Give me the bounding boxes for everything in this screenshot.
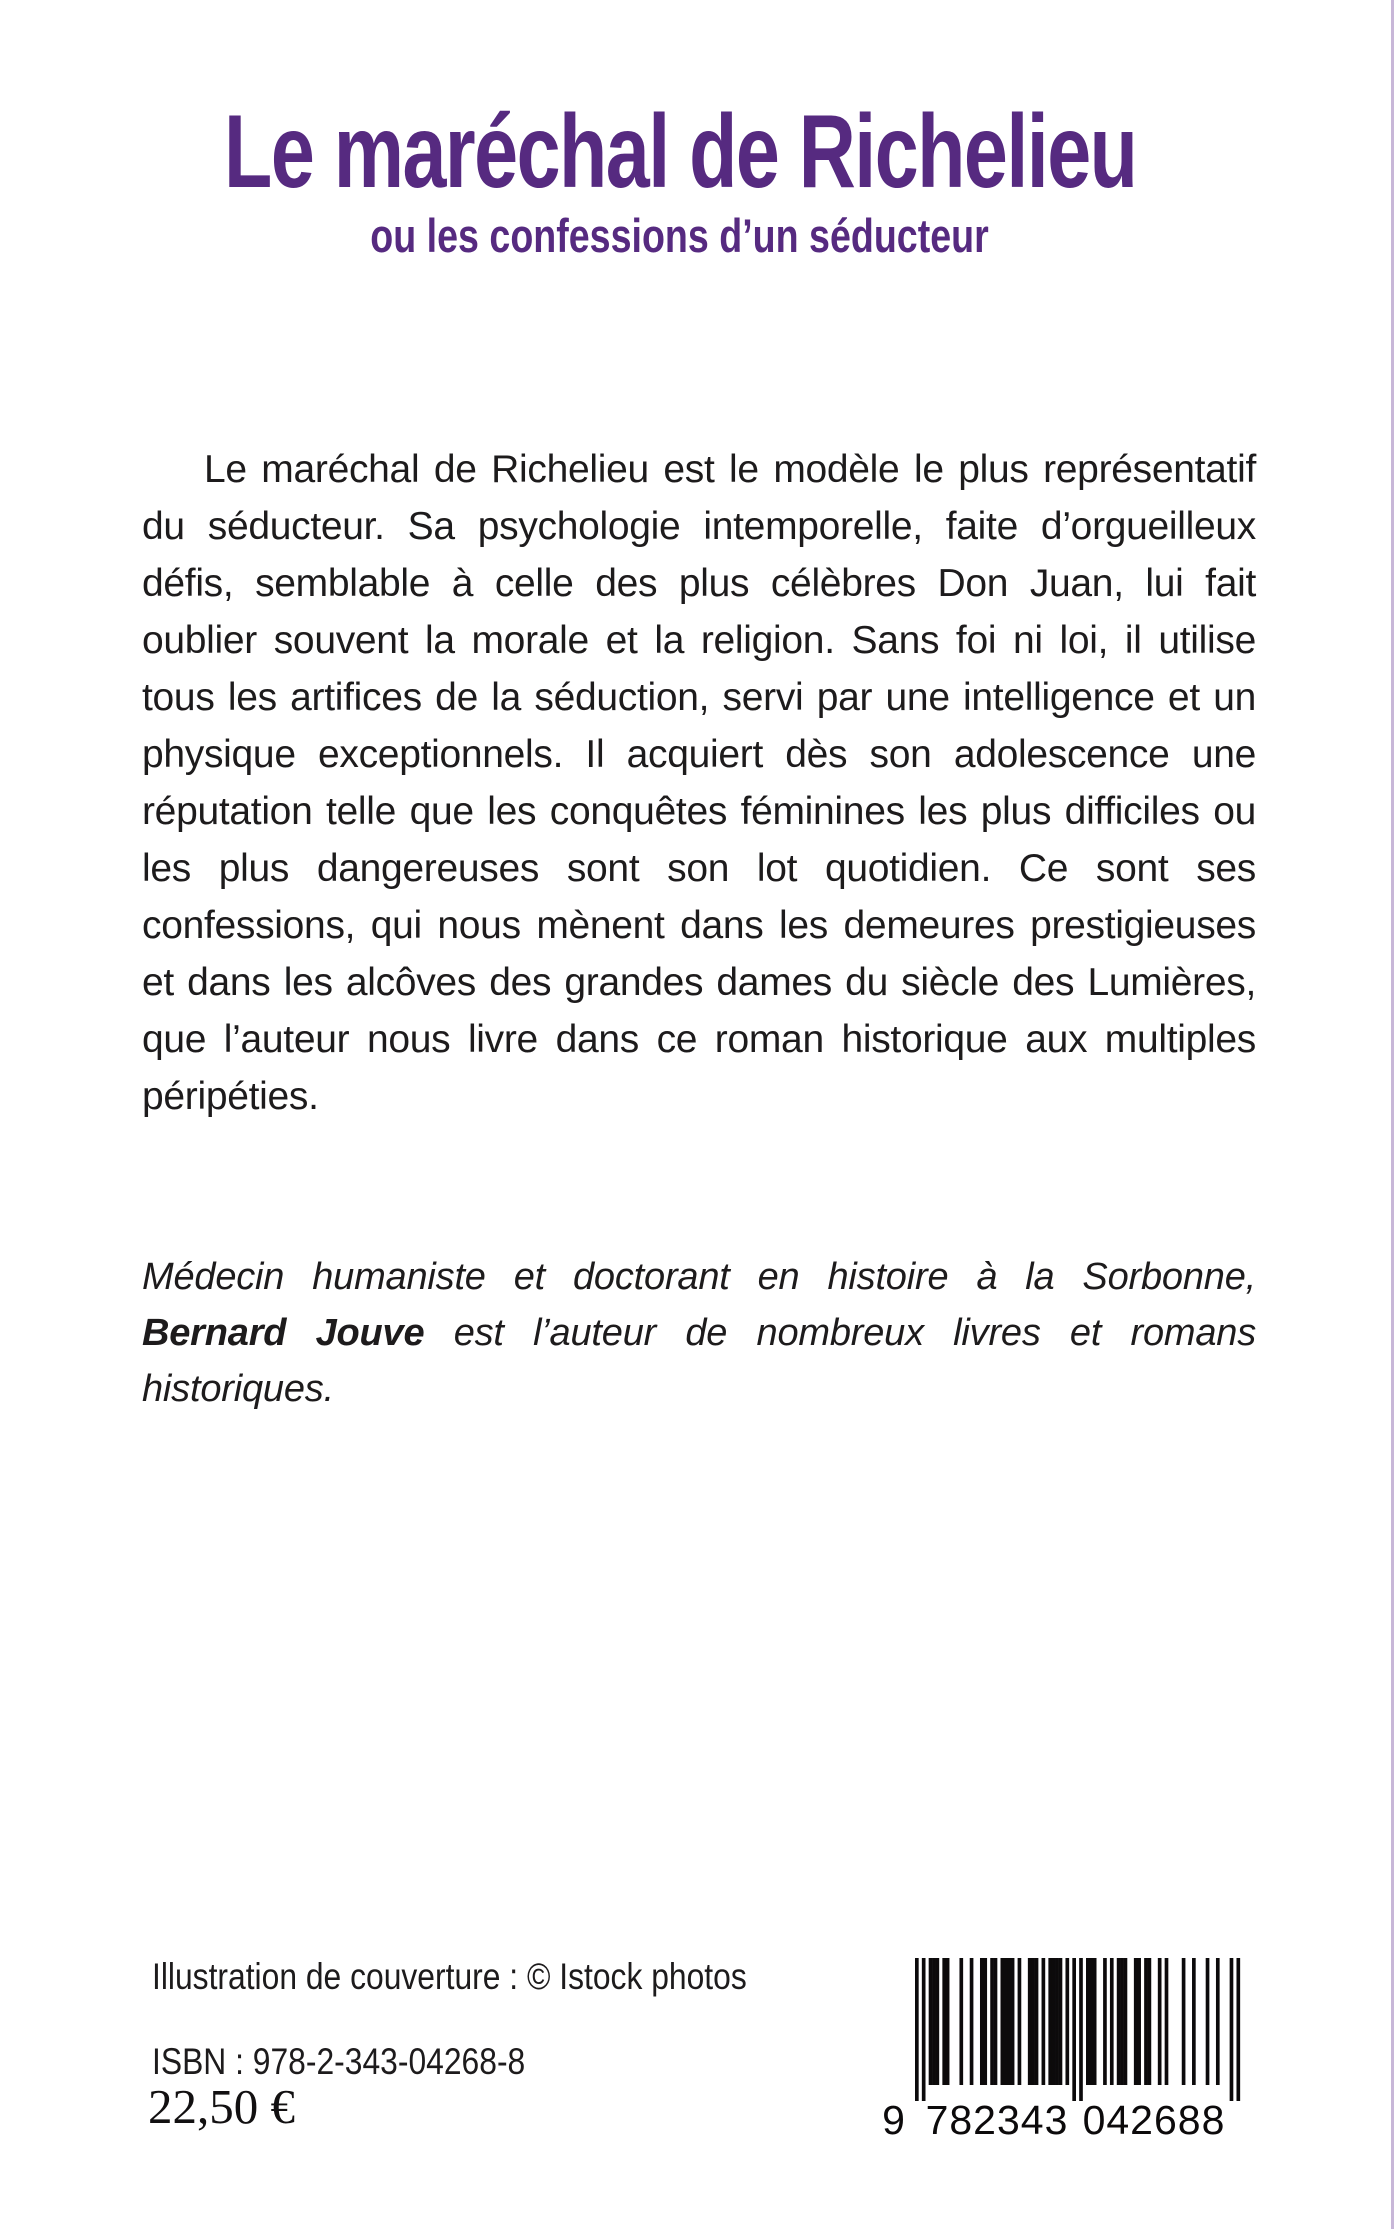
cover-illustration-credit: Illustration de couverture : © Istock photos bbox=[152, 1956, 747, 1997]
synopsis-text: Le maréchal de Richelieu est le modèle le plus représentatif du séducteur. Sa psychologie intemporelle, faite d’orgueilleux défis, semblable à celle des plus célèbres Don Juan, lui fait oublier souvent la morale et la religion. Sans foi ni loi, il utilise tous les artifices de la séduction, servi par une intelligence et un physique exceptionnels. Il acquiert dès son adolescence une réputation telle que les conquêtes féminines les plus difficiles ou les plus dangereuses sont son lot quotidien. Ce sont ses confessions, qui nous mènent dans les demeures prestigieuses et dans les alcôves des grandes dames du siècle des Lumières, que l’auteur nous livre dans ce roman historique aux multiples péripéties. bbox=[142, 448, 1256, 1118]
isbn-text: ISBN : 978-2-343-04268-8 bbox=[152, 2041, 526, 2082]
author-name: Bernard Jouve bbox=[142, 1312, 425, 1354]
spine-accent-line bbox=[1391, 0, 1394, 2229]
author-bio-lead: Médecin humaniste et doctorant en histoire à la Sorbonne, bbox=[142, 1256, 1256, 1298]
book-title bbox=[0, 96, 1380, 208]
book-subtitle-text: ou les confessions d’un séducteur bbox=[370, 209, 990, 263]
book-title-text: Le maréchal de Richelieu bbox=[223, 94, 1137, 210]
svg-text:9: 9 bbox=[882, 2097, 906, 2140]
author-bio bbox=[142, 1249, 1256, 1417]
price-text: 22,50 € bbox=[148, 2079, 295, 2134]
title-block bbox=[0, 96, 1380, 262]
ean13-barcode-graphic bbox=[875, 1958, 1247, 2140]
svg-text:782343: 782343 bbox=[925, 2097, 1069, 2140]
author-bio-tail: est l’auteur de nombreux livres et romans historiques. bbox=[142, 1312, 1256, 1410]
book-subtitle bbox=[0, 210, 1380, 262]
ean13-barcode bbox=[875, 1958, 1247, 2140]
svg-text:042688: 042688 bbox=[1082, 2097, 1226, 2140]
